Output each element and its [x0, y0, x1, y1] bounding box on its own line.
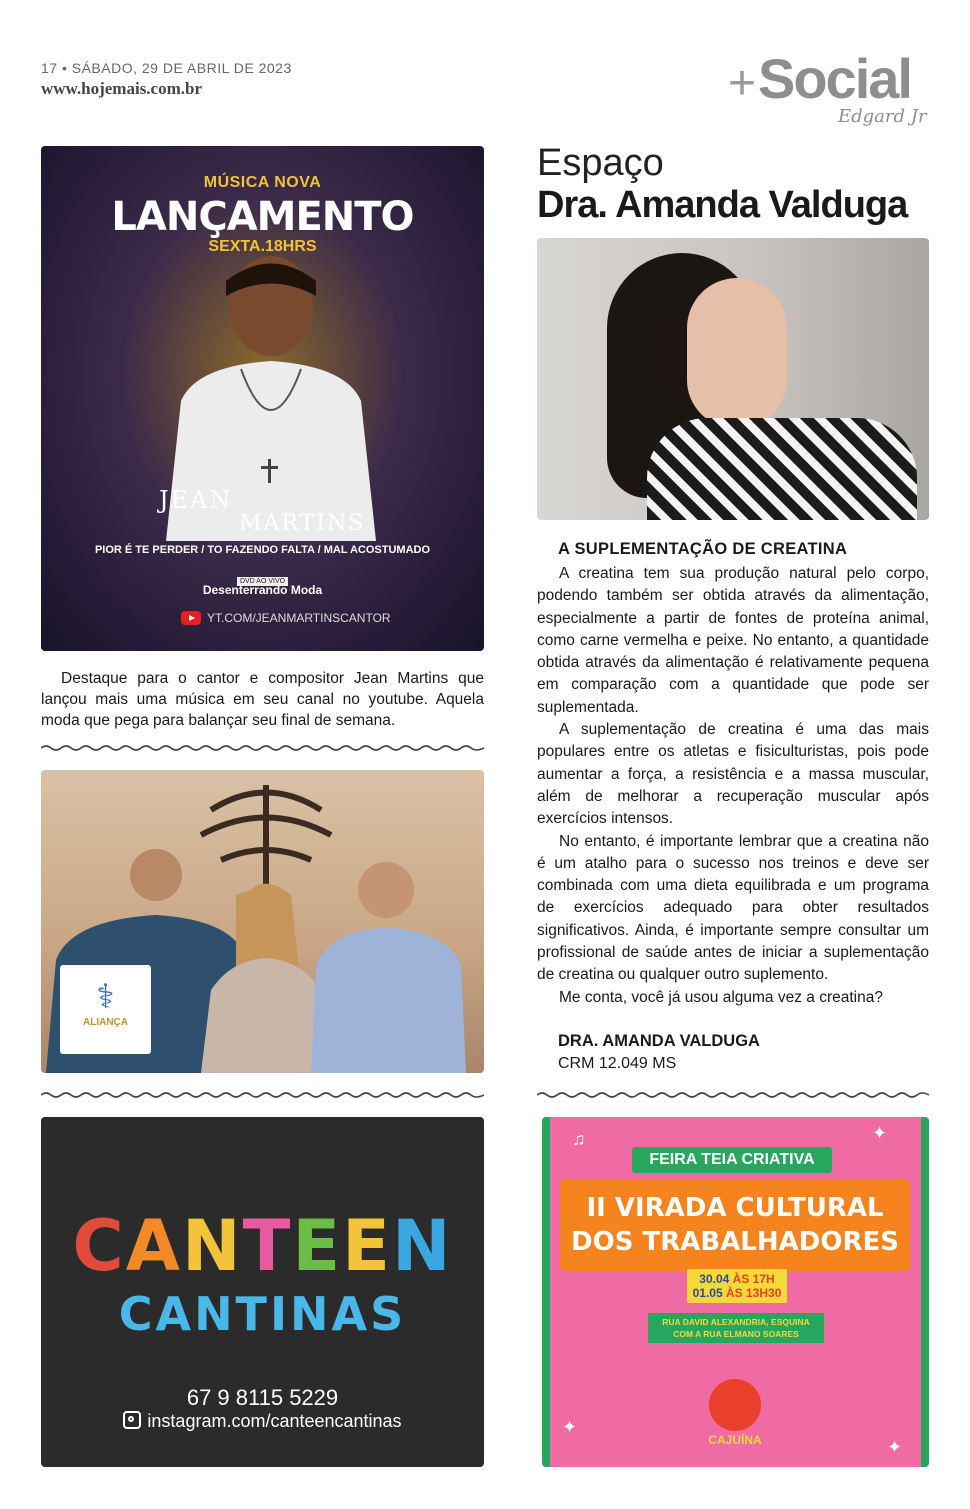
flyer-when: SEXTA.18HRS: [208, 238, 317, 255]
alianca-logo-text: ALIANÇA: [83, 1017, 128, 1028]
canteen-letter: A: [125, 1205, 182, 1287]
poster-address-line1: RUA DAVID ALEXANDRIA, ESQUINA: [662, 1317, 810, 1327]
canteen-subtitle: CANTINAS: [118, 1287, 407, 1341]
youtube-icon: [181, 611, 201, 625]
sparkle-icon: ✦: [562, 1417, 578, 1437]
cajuina-logo: [690, 1379, 780, 1447]
portrait-face: [687, 278, 787, 428]
article-author-crm: CRM 12.049 MS: [558, 1055, 677, 1072]
instagram-icon: [123, 1411, 141, 1429]
column-kicker: Espaço: [537, 142, 664, 184]
canteen-letter: E: [342, 1205, 392, 1287]
brand-plus: +: [728, 57, 757, 110]
section-brand: [728, 44, 928, 134]
column-title: Dra. Amanda Valduga: [537, 184, 908, 226]
flyer-youtube: [181, 611, 391, 625]
article-paragraph: A suplementação de creatina é uma das mais populares entre os atletas e fisiculturistas, pois pode aumentar a força, a resistência e a massa muscular, além de melhorar a recuperação muscular após exercícios intensos.: [537, 721, 929, 828]
author-portrait: [537, 238, 929, 520]
group-photo: [41, 770, 484, 1073]
music-caption: Destaque para o cantor e compositor Jean Martins que lançou mais uma música em seu canal no youtube. Aquela moda que pega para balançar seu final de semana.: [41, 670, 484, 729]
canteen-letter: N: [391, 1205, 453, 1287]
flyer-kicker: MÚSICA NOVA: [203, 174, 322, 191]
poster-date2: 01.05: [692, 1286, 723, 1300]
sparkle-icon: ✦: [887, 1437, 903, 1457]
poster-stripe-right: [921, 1117, 929, 1467]
cajuina-logo-text: CAJUÍNA: [708, 1433, 762, 1447]
sparkle-icon: ✦: [872, 1123, 888, 1143]
cajuina-logo-mark: [709, 1379, 761, 1431]
instagram-handle: instagram.com/canteencantinas: [147, 1411, 402, 1431]
flyer-album: Desenterrando Moda: [202, 583, 323, 597]
poster-headline-line1: II VIRADA CULTURAL: [586, 1193, 884, 1223]
poster-top-label: FEIRA TEIA CRIATIVA: [632, 1147, 832, 1173]
canteen-logo-word: [41, 1205, 484, 1287]
portrait-blouse: [647, 418, 917, 520]
alianca-logo-icon: ⚕: [96, 978, 115, 1016]
article-body: [537, 563, 929, 1009]
article-paragraph: Me conta, você já usou alguma vez a creatina?: [559, 988, 883, 1006]
wavy-divider: [537, 1091, 929, 1099]
canteen-phone: 67 9 8115 5229: [186, 1385, 339, 1410]
flyer-headline: LANÇAMENTO: [111, 194, 414, 240]
flyer-songs: PIOR É TE PERDER / TO FAZENDO FALTA / MAL ACOSTUMADO: [94, 544, 431, 556]
brand-word: Social: [758, 47, 911, 110]
canteen-instagram[interactable]: [41, 1411, 484, 1432]
youtube-url: YT.COM/JEANMARTINSCANTOR: [207, 611, 391, 625]
alianca-logo: [60, 965, 151, 1054]
poster-dates: [687, 1269, 787, 1303]
wavy-divider: [41, 744, 484, 752]
poster-headline-line2: DOS TRABALHADORES: [571, 1227, 899, 1257]
canteen-letter: E: [292, 1205, 343, 1287]
article-author: DRA. AMANDA VALDUGA: [558, 1032, 760, 1050]
canteen-ad: [41, 1117, 484, 1467]
site-url[interactable]: www.hojemais.com.br: [41, 79, 203, 98]
poster-time2: ÀS 13H30: [726, 1286, 782, 1300]
poster-address: [648, 1313, 824, 1343]
cultural-event-poster: [542, 1117, 929, 1467]
canteen-letter: C: [72, 1205, 126, 1287]
issue-date-line: 17 • SÁBADO, 29 DE ABRIL DE 2023: [41, 60, 292, 76]
flyer-artist-first: JEAN: [159, 486, 233, 514]
article-paragraph: No entanto, é importante lembrar que a creatina não é um atalho para o sucesso nos treinos e deve ser combinada com uma dieta equilibrada e um programa de exercícios adequado para obter resultados significativos. Ainda, é importante sempre consultar um profissional de saúde antes de iniciar a suplementação de creatina ou qualquer outro suplemento.: [537, 832, 929, 984]
article-paragraph: A creatina tem sua produção natural pelo corpo, podendo também ser obtida através da alimentação, especialmente a partir de fontes de proteína animal, como carne vermelha e peixe. No entanto, a quantidade obtida através da alimentação é relativamente pequena em comparação com a quantidade que pode ser suplementada.: [537, 565, 929, 716]
poster-address-line2: COM A RUA ELMANO SOARES: [673, 1329, 799, 1339]
music-note-icon: ♫: [572, 1129, 586, 1149]
canteen-letter: N: [181, 1205, 243, 1287]
canteen-letter: T: [242, 1205, 293, 1287]
poster-date1: 30.04: [699, 1272, 730, 1286]
dvd-tag-label: DVD AO VIVO: [237, 577, 288, 586]
wavy-divider: [41, 1091, 484, 1099]
brand-signature: Edgard Jr: [838, 106, 927, 127]
article-title: A SUPLEMENTAÇÃO DE CREATINA: [558, 540, 848, 558]
poster-headline: [560, 1179, 910, 1271]
music-release-flyer: [41, 146, 484, 651]
flyer-artist-last: MARTINS: [239, 511, 366, 536]
poster-time1: ÀS 17H: [732, 1272, 775, 1286]
poster-stripe-left: [542, 1117, 550, 1467]
